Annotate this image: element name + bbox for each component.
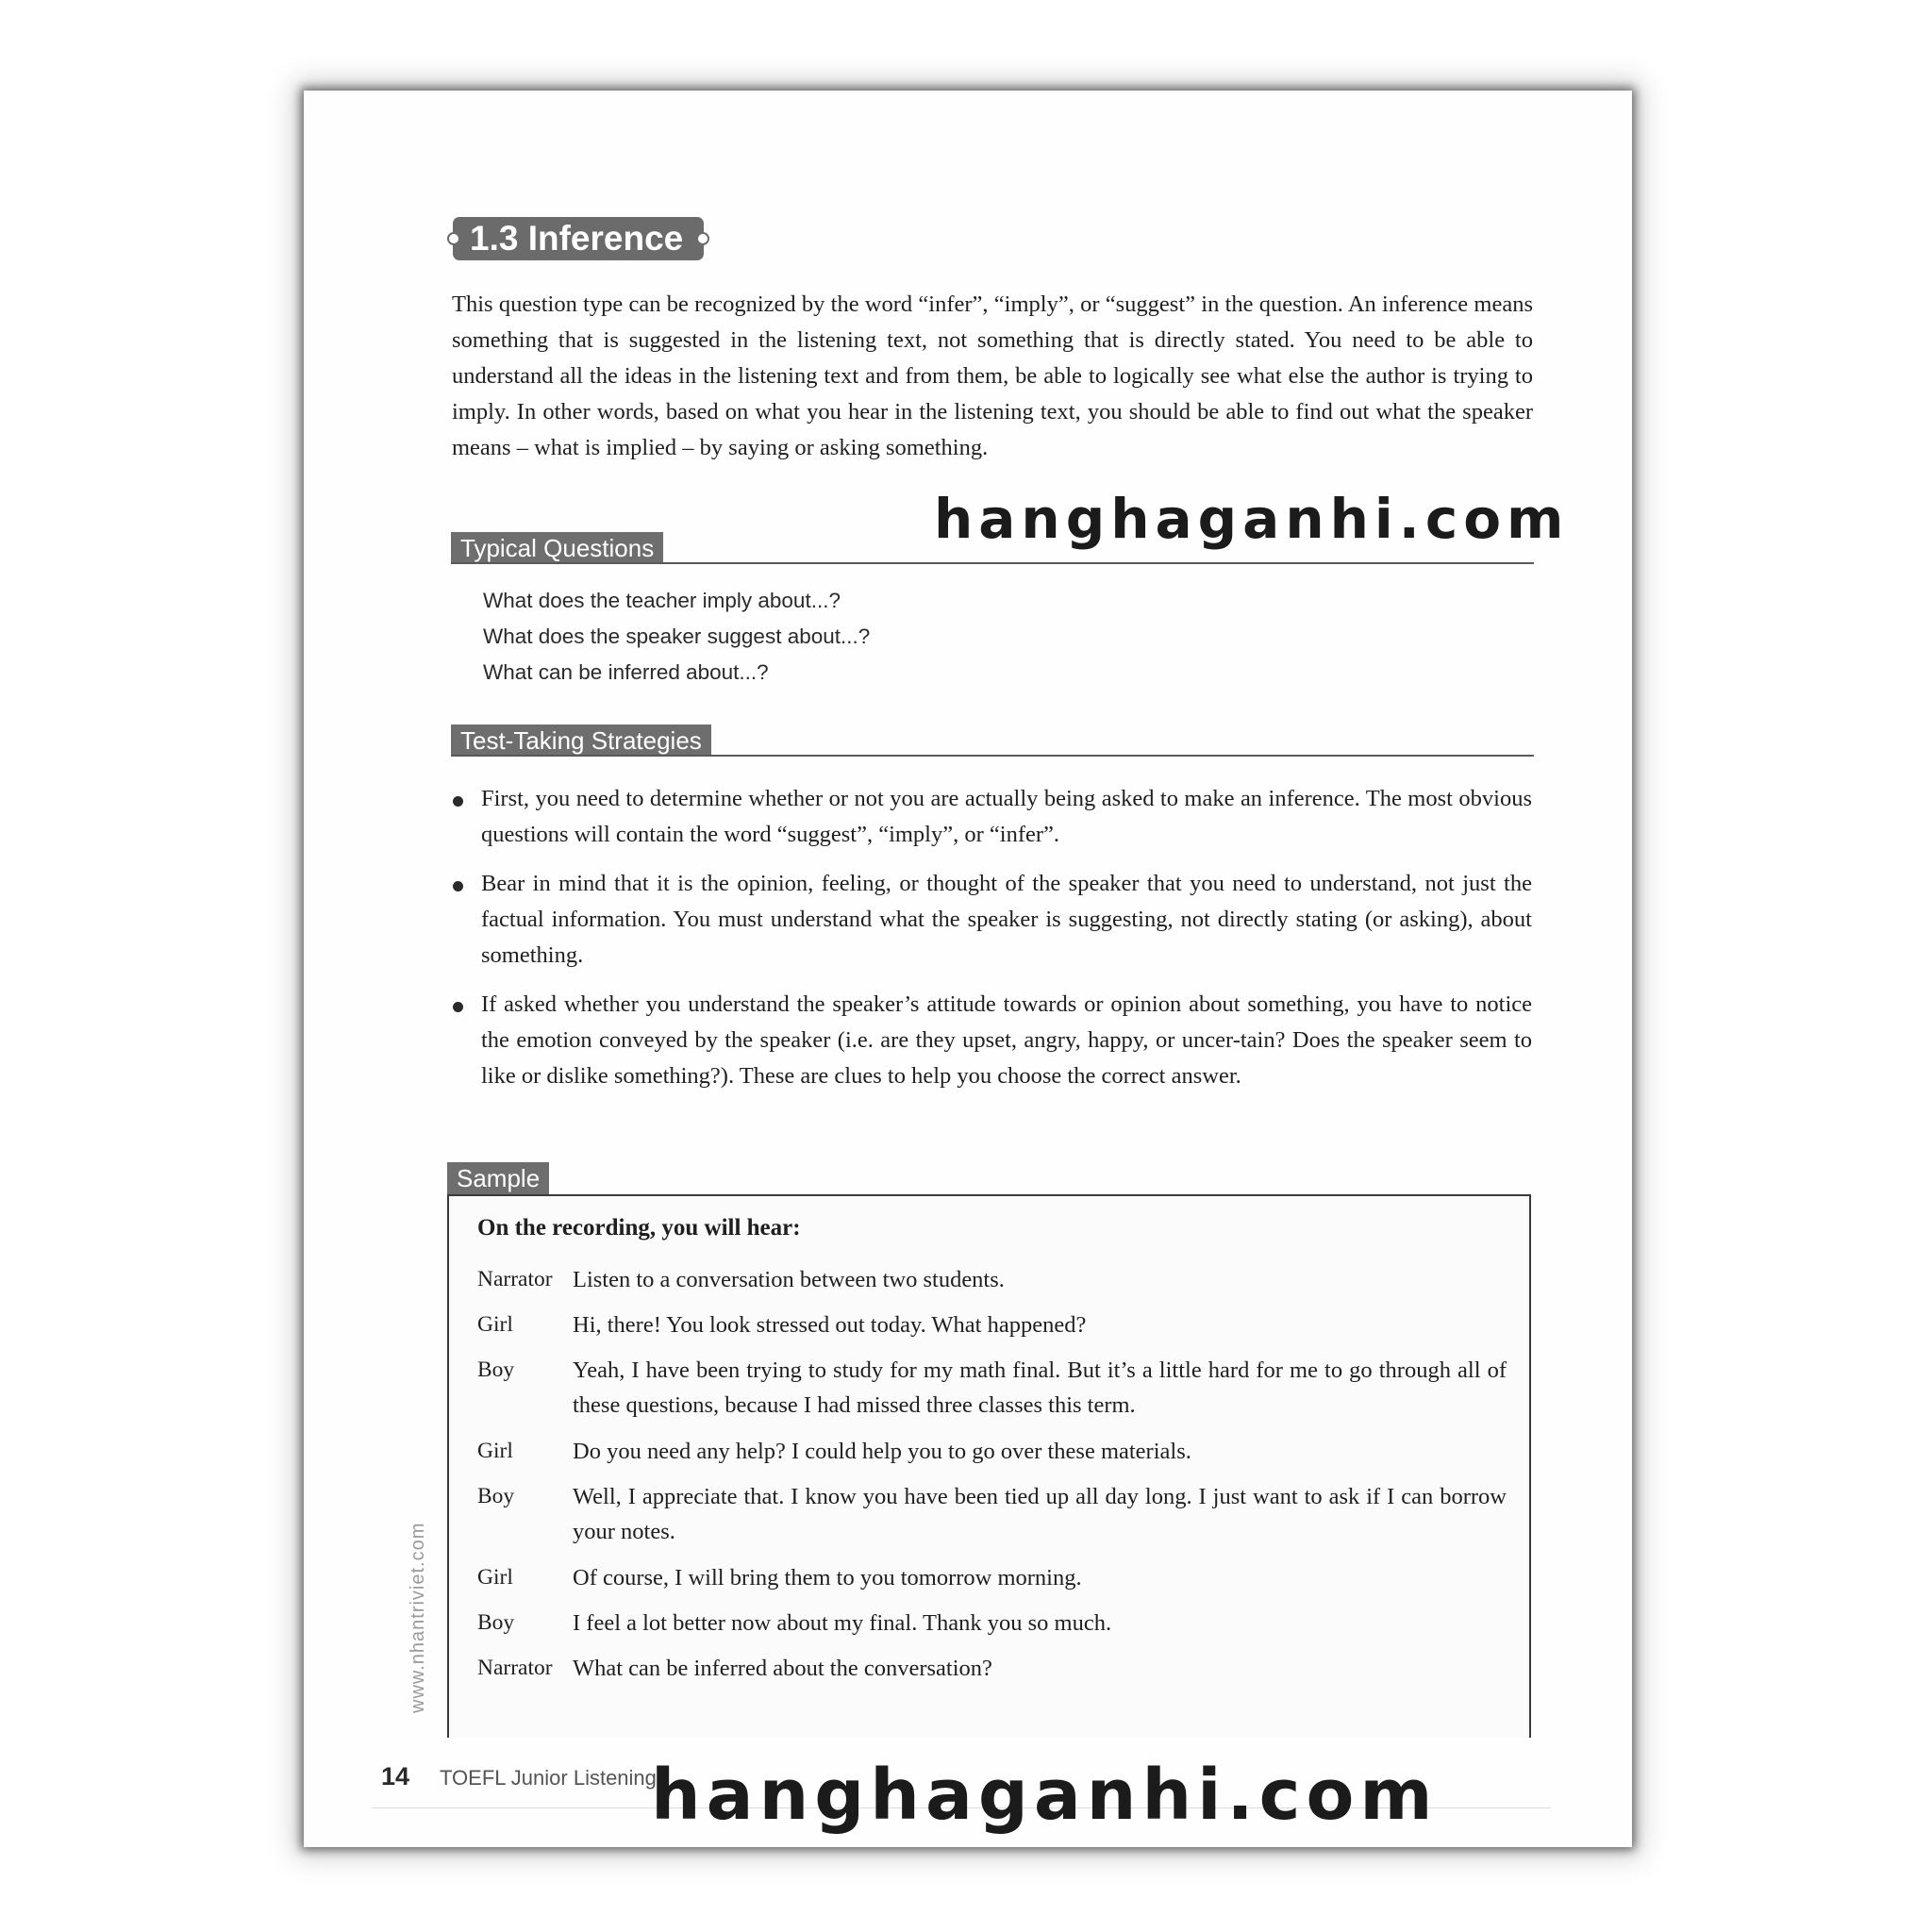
sample-heading: On the recording, you will hear: xyxy=(477,1215,801,1241)
strategy-item-1: First, you need to determine whether or not you are actually being asked to make an inference. The most obvious questions will contain the word “suggest”, “imply”, or “infer”. xyxy=(481,786,1532,847)
section-title xyxy=(453,217,704,260)
speaker-2: Girl xyxy=(477,1312,513,1337)
watermark-top: hanghaganhi.com xyxy=(934,487,1570,551)
typical-questions-rule xyxy=(451,562,1534,564)
speaker-4: Girl xyxy=(477,1439,513,1463)
page-number: 14 xyxy=(381,1762,410,1790)
typical-question-2: What does the speaker suggest about...? xyxy=(483,625,871,648)
section-title-text: 1.3 Inference xyxy=(470,219,684,258)
strategy-item-2: Bear in mind that it is the opinion, feeling, or thought of the speaker that you need to understand, not just the factual information. You must understand what the speaker is suggesting, not directly stating (or asking), about something. xyxy=(481,871,1532,968)
dialogue-line-3: Yeah, I have been trying to study for my math final. But it’s a little hard for me to go through all of these questions, because I had missed three classes this term. xyxy=(573,1357,1507,1418)
title-left-dot xyxy=(447,232,460,245)
speaker-7: Boy xyxy=(477,1610,515,1635)
speaker-3: Boy xyxy=(477,1357,515,1382)
typical-question-3: What can be inferred about...? xyxy=(483,660,769,684)
dialogue-line-8: What can be inferred about the conversation? xyxy=(573,1656,992,1681)
typical-question-1: What does the teacher imply about...? xyxy=(483,589,841,612)
strategies-rule xyxy=(451,755,1534,757)
dialogue-line-5: Well, I appreciate that. I know you have been tied up all day long. I just want to ask if I can borrow your notes. xyxy=(573,1484,1507,1544)
side-url: www.nhantriviet.com xyxy=(408,1522,428,1713)
bullet-dot-3 xyxy=(453,1002,463,1012)
dialogue-line-4: Do you need any help? I could help you to go over these materials. xyxy=(573,1439,1191,1464)
book-page xyxy=(304,91,1632,1847)
typical-questions-label: Typical Questions xyxy=(451,532,663,564)
speaker-5: Boy xyxy=(477,1484,515,1508)
dialogue-line-2: Hi, there! You look stressed out today. What happened? xyxy=(573,1312,1087,1338)
dialogue-line-6: Of course, I will bring them to you tomorrow morning. xyxy=(573,1565,1082,1591)
speaker-8: Narrator xyxy=(477,1656,553,1680)
dialogue-line-7: I feel a lot better now about my final. Thank you so much. xyxy=(573,1610,1112,1636)
watermark-bottom: hanghaganhi.com xyxy=(651,1755,1439,1836)
intro-paragraph: This question type can be recognized by the word “infer”, “imply”, or “suggest” in the question. An inference means something that is suggested in the listening text, not something that is directly stated. You need to be able to understand all the ideas in the listening text and from them, be able to logically see what else the author is trying to imply. In other words, based on what you hear in the listening text, you should be able to find out what the speaker means – what is implied – by saying or asking something. xyxy=(452,291,1533,460)
bullet-dot-2 xyxy=(453,881,463,891)
sample-label: Sample xyxy=(447,1162,549,1194)
strategies-label: Test-Taking Strategies xyxy=(451,724,711,757)
bullet-dot-1 xyxy=(453,796,463,807)
title-right-dot xyxy=(696,232,709,245)
dialogue-line-1: Listen to a conversation between two students. xyxy=(573,1267,1005,1292)
book-title: TOEFL Junior Listening xyxy=(440,1766,657,1790)
speaker-1: Narrator xyxy=(477,1267,553,1291)
speaker-6: Girl xyxy=(477,1565,513,1590)
strategy-item-3: If asked whether you understand the speaker’s attitude towards or opinion about something, you have to notice the emotion conveyed by the speaker (i.e. are they upset, angry, happy, or uncer-tain? Does the speaker seem to like or dislike something?). These are clues to help you choose the correct answer. xyxy=(481,991,1532,1089)
